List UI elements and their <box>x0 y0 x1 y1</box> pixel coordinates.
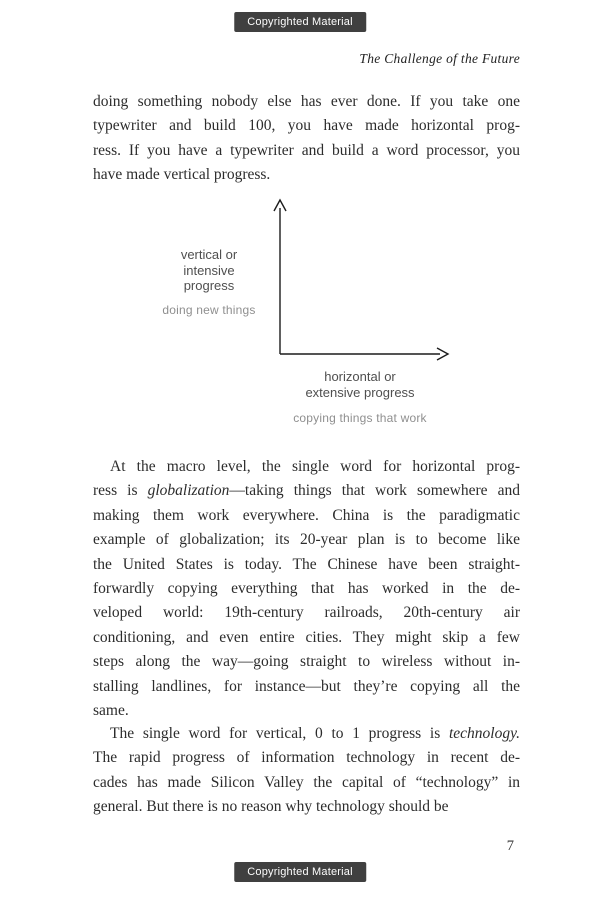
text-line: intensive <box>183 262 235 278</box>
text-line: conditioning, and even entire cities. They might skip a few <box>93 628 520 646</box>
text-line: progress <box>183 278 235 293</box>
text-line: ress is globalization—taking things that work somewhere and <box>93 482 520 500</box>
text-line: the United States is today. The Chinese have been straight- <box>93 555 520 573</box>
text-line: steps along the way—going straight to wireless without in- <box>93 653 520 671</box>
text-line: general. But there is no reason why technology should be <box>93 798 449 816</box>
text-line: making them work everywhere. China is the paradigmatic <box>93 506 520 524</box>
axes-arrows-graphic <box>268 196 460 368</box>
text-line: typewriter and build 100, you have made horizontal prog- <box>93 117 520 135</box>
y-axis-label-lines <box>146 247 272 294</box>
text-line: extensive progress <box>305 385 415 400</box>
body-paragraph-3 <box>93 722 520 820</box>
y-axis-label <box>146 247 272 318</box>
body-paragraph-1 <box>93 90 520 188</box>
text-line: forwardly copying everything that has worked in the de- <box>93 580 520 598</box>
text-line: doing something nobody else has ever done. If you take one <box>93 93 520 110</box>
text-line: same. <box>93 702 129 720</box>
text-line: have made vertical progress. <box>93 166 271 184</box>
page-number: 7 <box>506 838 514 854</box>
body-paragraph-2 <box>93 455 520 723</box>
text-line: veloped world: 19th-century railroads, 20th-century air <box>93 604 520 622</box>
running-header-title: The Challenge of the Future <box>359 51 520 66</box>
x-axis-label-lines <box>266 369 454 401</box>
y-axis-sublabel: doing new things <box>162 302 256 317</box>
text-line: The single word for vertical, 0 to 1 progress is technology. <box>110 725 520 742</box>
x-axis-sublabel: copying things that work <box>293 411 427 425</box>
text-line: ress. If you have a typewriter and build a word processor, you <box>93 141 520 159</box>
text-line: example of globalization; its 20-year plan is to become like <box>93 531 520 549</box>
copyright-banner-top: Copyrighted Material <box>234 12 366 32</box>
text-line: horizontal or <box>324 369 396 384</box>
copyright-banner-bottom: Copyrighted Material <box>234 862 366 882</box>
text-line: cades has made Silicon Valley the capital of “technology” in <box>93 773 520 791</box>
text-line: At the macro level, the single word for horizontal prog- <box>110 458 520 475</box>
text-line: The rapid progress of information technology in recent de- <box>93 749 520 767</box>
text-line: stalling landlines, for instance—but they’re copying all the <box>93 677 520 695</box>
x-axis-label <box>266 369 454 426</box>
text-line: vertical or <box>180 247 238 262</box>
